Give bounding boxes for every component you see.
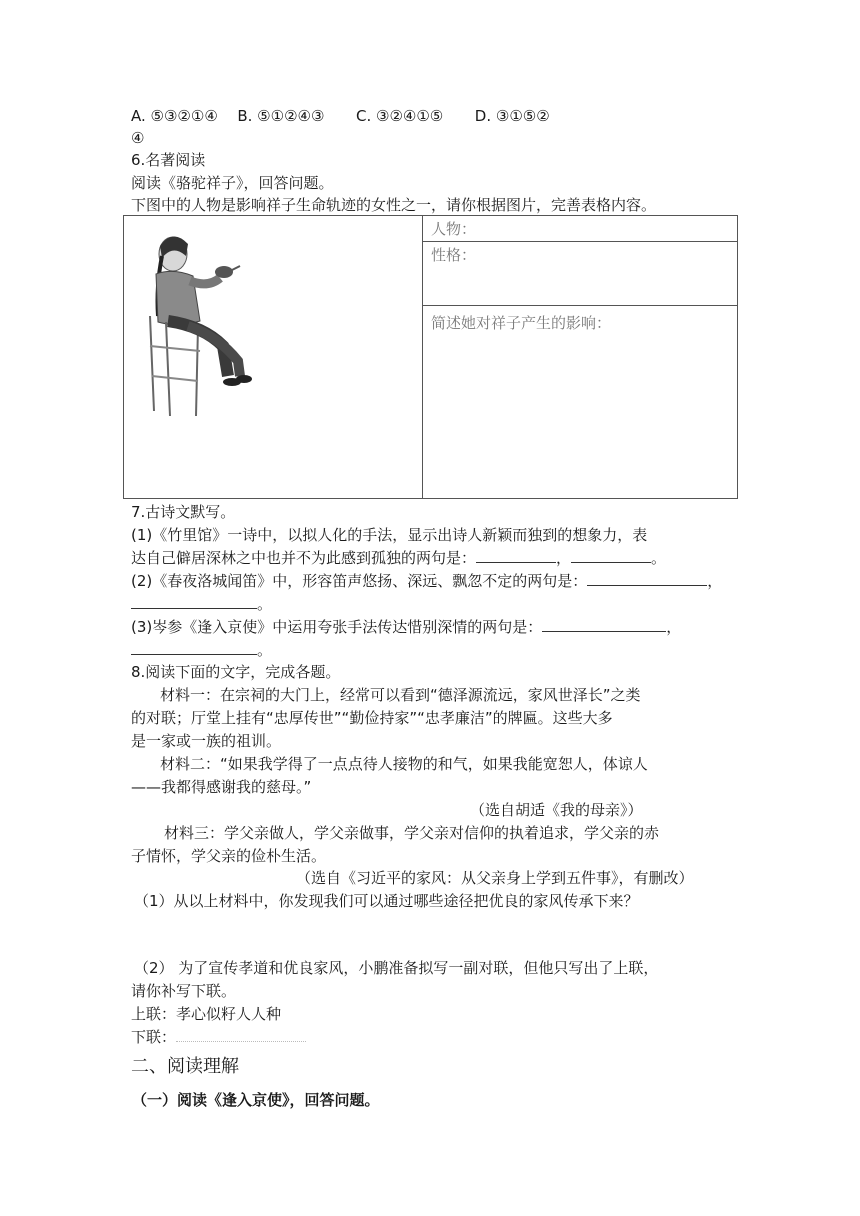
material2-source: （选自胡适《我的母亲》） <box>470 801 643 819</box>
answer-blank[interactable] <box>542 617 666 632</box>
answer-blank[interactable] <box>571 548 651 563</box>
character-table <box>123 215 738 499</box>
q6-instruction: 阅读《骆驼祥子》，回答问题。 <box>131 174 334 192</box>
image-cell <box>124 216 423 499</box>
comma: ， <box>707 572 723 590</box>
material2-line1: 材料二：“如果我学得了一点点待人接物的和气，如果我能宽恕人，体谅人 <box>160 755 648 773</box>
q8-sub2-line2: 请你补写下联。 <box>131 982 237 1000</box>
period: 。 <box>651 549 667 567</box>
material3-line2: 子情怀，学父亲的俭朴生活。 <box>131 847 327 865</box>
couplet-upper: 上联：孝心似籽人人种 <box>131 1005 282 1023</box>
option-d-wrap: ④ <box>131 129 145 147</box>
option-b: B. ⑤①②④③ <box>237 107 325 125</box>
answer-blank[interactable] <box>476 548 556 563</box>
answer-blank[interactable] <box>131 640 257 655</box>
q7-item1-text: 达自己僻居深林之中也并不为此感到孤独的两句是： <box>131 549 477 567</box>
material3-source: （选自《习近平的家风：从父亲身上学到五件事》，有删改） <box>296 869 694 887</box>
q7-item2-text: (2)《春夜洛城闻笛》中，形容笛声悠扬、深远、飘忽不定的两句是： <box>131 572 588 590</box>
option-c: C. ③②④①⑤ <box>355 107 444 125</box>
q8-sub2-line1: （2） 为了宣传孝道和优良家风，小鹏准备拟写一副对联，但他只写出了上联， <box>134 959 659 977</box>
q6-title: 6.名著阅读 <box>131 151 206 169</box>
period: 。 <box>257 641 273 659</box>
woman-seated-illustration-icon <box>128 226 278 426</box>
q7-item3-text: (3)岑参《逢入京使》中运用夸张手法传达惜别深情的两句是： <box>131 618 543 636</box>
answer-blank[interactable] <box>131 594 257 609</box>
answer-blank[interactable] <box>587 571 707 586</box>
q7-item2-line2 <box>131 594 272 614</box>
couplet-lower <box>131 1027 306 1047</box>
q7-item3-line2 <box>131 640 272 660</box>
section-heading: 二、阅读理解 <box>131 1056 239 1077</box>
option-a: A. ⑤③②①④ <box>131 107 218 125</box>
comma: ， <box>556 549 572 567</box>
material1-line2: 的对联；厅堂上挂有“忠厚传世”“勤俭持家”“忠孝廉洁”的牌匾。这些大多 <box>131 709 613 727</box>
material1-line3: 是一家或一族的祖训。 <box>131 732 282 750</box>
q8-sub1: （1）从以上材料中，你发现我们可以通过哪些途径把优良的家风传承下来？ <box>134 892 639 910</box>
material3-line1: 材料三：学父亲做人，学父亲做事，学父亲对信仰的执着追求，学父亲的赤 <box>164 824 660 842</box>
influence-label: 简述她对祥子产生的影响： <box>431 314 612 332</box>
couplet-answer-blank[interactable] <box>176 1029 306 1042</box>
q7-item1-line1: (1)《竹里馆》一诗中，以拟人化的手法，显示出诗人新颖而独到的想象力，表 <box>131 526 648 544</box>
q5-options <box>131 106 550 126</box>
influence-cell[interactable] <box>423 306 738 499</box>
q7-title: 7.古诗文默写。 <box>131 503 236 521</box>
q6-prompt: 下图中的人物是影响祥子生命轨迹的女性之一，请你根据图片，完善表格内容。 <box>131 196 657 214</box>
personality-cell[interactable] <box>423 242 738 306</box>
q7-item1-line2 <box>131 548 666 568</box>
character-label: 人物： <box>431 220 477 238</box>
q8-title: 8.阅读下面的文字，完成各题。 <box>131 663 341 681</box>
period: 。 <box>257 595 273 613</box>
character-cell[interactable] <box>423 216 738 242</box>
option-d: D. ③①⑤② <box>474 107 550 125</box>
personality-label: 性格： <box>431 246 477 264</box>
material2-line2: ——我都得感谢我的慈母。” <box>131 778 312 796</box>
material1-line1: 材料一：在宗祠的大门上，经常可以看到“德泽源流远，家风世泽长”之类 <box>160 686 641 704</box>
q7-item2-line1 <box>131 571 722 591</box>
section-subheading: （一）阅读《逢入京使》，回答问题。 <box>132 1091 380 1109</box>
q7-item3-line1 <box>131 617 681 637</box>
comma: ， <box>666 618 682 636</box>
couplet-lower-label: 下联： <box>131 1028 177 1046</box>
